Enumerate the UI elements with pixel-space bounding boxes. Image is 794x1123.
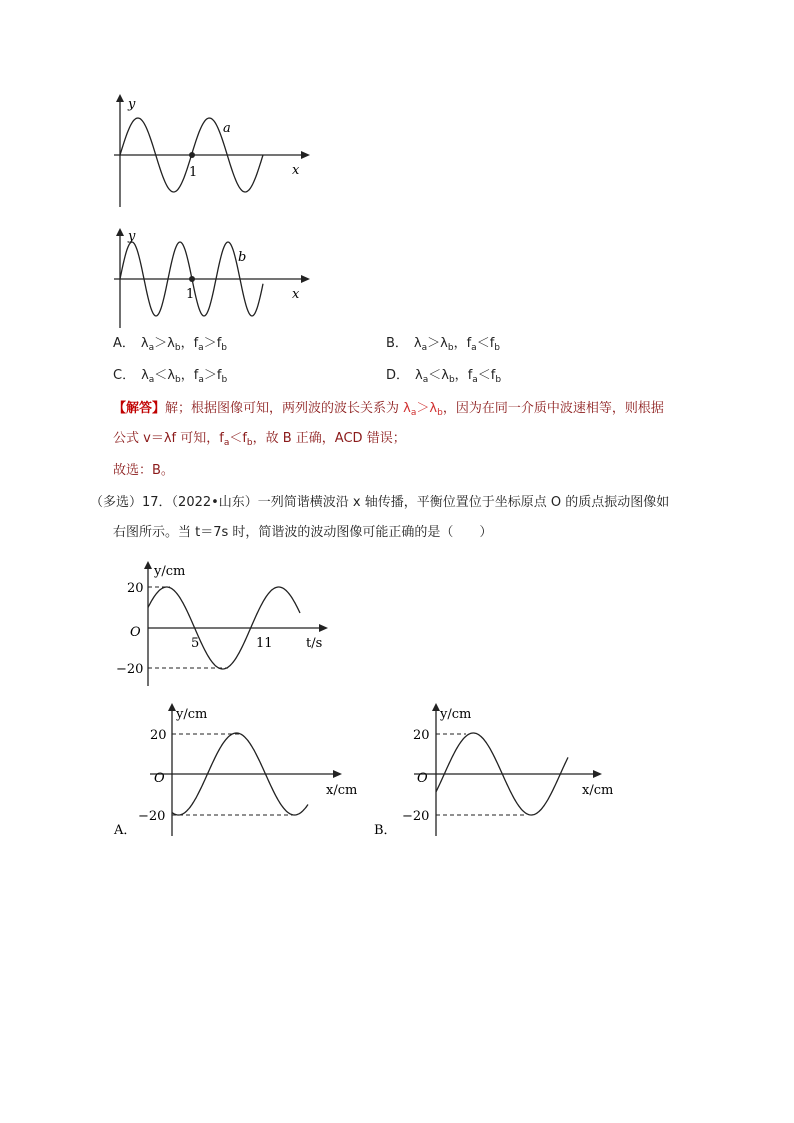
answer-line-3: 故选：B。	[113, 463, 174, 478]
y-min-label: −20	[138, 809, 166, 824]
wave-graph-a	[110, 92, 320, 210]
y-min-label: −20	[402, 809, 430, 824]
y-max-label: 20	[413, 728, 430, 743]
wave-option-a-graph	[110, 700, 370, 840]
y-axis-label: y	[128, 229, 136, 244]
x-axis-label: x/cm	[582, 783, 614, 798]
answer-tag: 【解答】	[113, 401, 166, 416]
y-axis-label: y/cm	[154, 564, 186, 579]
wave-option-b-graph	[370, 700, 630, 840]
y-min-label: −20	[116, 662, 144, 677]
option-a-label: A．	[114, 823, 137, 838]
vibration-graph	[110, 558, 340, 690]
origin-label: O	[130, 625, 141, 640]
t-tick-11: 11	[256, 636, 273, 651]
question-17-line-2: 右图所示。当 t＝7s 时，简谐波的波动图像可能正确的是（ ）	[113, 525, 493, 540]
y-axis-label: y	[128, 97, 136, 112]
option-b-label: B．	[374, 823, 397, 838]
wave-graph-b	[110, 226, 320, 330]
y-axis-label: y/cm	[440, 707, 472, 722]
option-a: A． $\lambda_a>\lambda_b$，$f_a>f_b$	[113, 336, 227, 353]
option-b: B． $\lambda_a>\lambda_b$，$f_a<f_b$	[386, 336, 500, 353]
x-axis-label: t/s	[306, 636, 323, 651]
point-marker	[189, 276, 195, 282]
x-axis-label: x/cm	[326, 783, 358, 798]
origin-label: O	[154, 771, 165, 786]
answer-line-2: 公式 v＝λf 可知，$f_a<f_b$，故 B 正确，ACD 错误；	[113, 431, 406, 448]
answer-line-1: 【解答】解；根据图像可知，两列波的波长关系为 $\lambda_a>\lambda_b$，因为在同一介质中波速相等，则根据	[113, 401, 664, 418]
x-axis-label: x	[292, 163, 300, 178]
t-tick-5: 5	[191, 636, 200, 651]
tick-label: 1	[189, 165, 198, 180]
tick-label: 1	[186, 287, 195, 302]
origin-label: O	[417, 771, 428, 786]
question-17-line-1: （多选）17．（2022•山东）一列简谐横波沿 x 轴传播，平衡位置位于坐标原点 O 的质点振动图像如	[90, 495, 670, 510]
y-max-label: 20	[127, 581, 144, 596]
point-marker	[189, 152, 195, 158]
y-axis-label: y/cm	[176, 707, 208, 722]
option-d: D． $\lambda_a<\lambda_b$，$f_a<f_b$	[386, 368, 502, 385]
y-max-label: 20	[150, 728, 167, 743]
x-axis-label: x	[292, 287, 300, 302]
curve-label: b	[238, 250, 247, 265]
curve-label: a	[223, 121, 231, 136]
option-c: C． $\lambda_a<\lambda_b$，$f_a>f_b$	[113, 368, 228, 385]
